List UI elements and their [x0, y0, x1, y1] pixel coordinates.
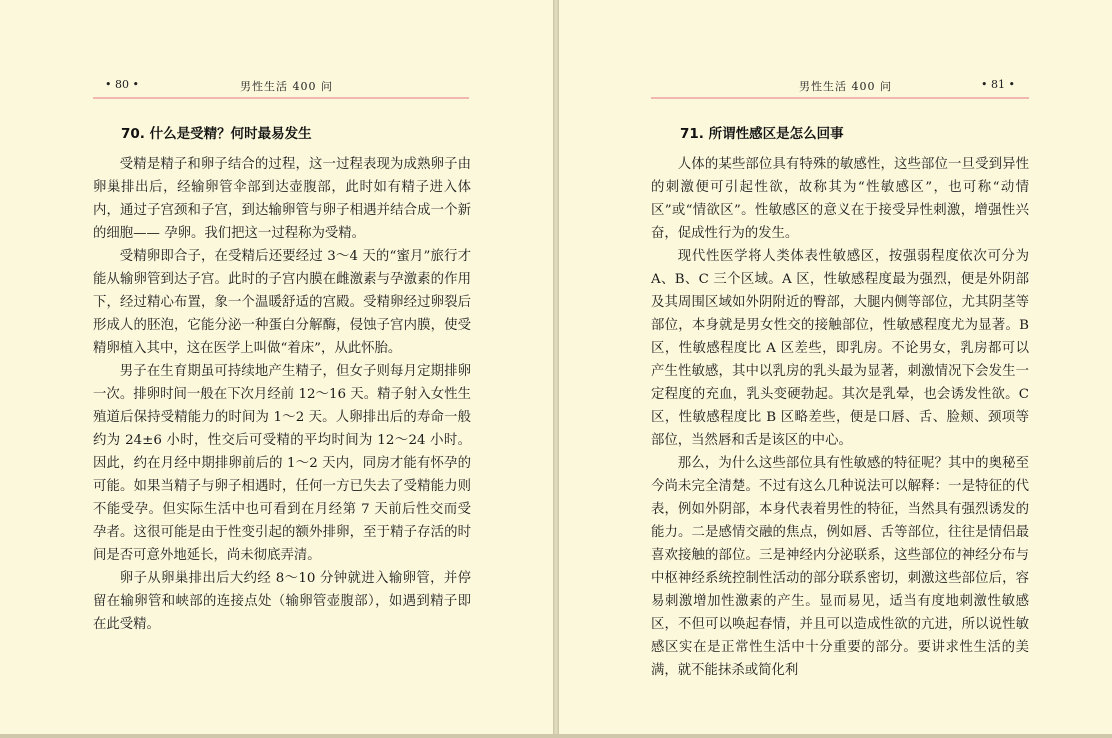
paragraph: 受精卵即合子，在受精后还要经过 3～4 天的“蜜月”旅行才能从输卵管到达子宫。此时的子宫内膜在雌激素与孕激素的作用下，经过精心布置，象一个温暖舒适的宫殿。受精卵经过卵裂后形成人的胚泡，它能分泌一种蛋白分解酶，侵蚀子宫内膜，使受精卵植入其中，这在医学上叫做“着床”，从此怀胎。	[93, 249, 471, 356]
right-page	[559, 0, 1112, 734]
paragraph: 那么，为什么这些部位具有性敏感的特征呢？其中的奥秘至今尚未完全清楚。不过有这么几种说法可以解释：一是特征的代表，例如外阴部，本身代表着男性的特征，当然具有强烈诱发的能力。二是感情交融的焦点，例如唇、舌等部位，往往是情侣最喜欢接触的部位。三是神经内分泌联系，这些部位的神经分布与中枢神经系统控制性活动的部分联系密切，刺激这些部位后，容易刺激增加性激素的产生。显而易见，适当有度地刺激性敏感区，不但可以唤起春情，并且可以造成性欲的亢进，所以说性敏感区实在是正常性生活中十分重要的部分。要讲求性生活的美满，就不能抹杀或简化利	[651, 456, 1029, 678]
paragraph: 现代性医学将人类体表性敏感区，按强弱程度依次可分为 A、B、C 三个区域。A 区，性敏感程度最为强烈，便是外阴部及其周围区域如外阴附近的臀部，大腿内侧等部位，尤其阴茎等部位，本身就是男女性交的接触部位，性敏感程度尤为显著。B 区，性敏感程度比 A 区差些，即乳房。不论男女，乳房都可以产生性敏感，其中以乳房的乳头最为显著，刺激情况下会发生一定程度的充血，乳头变硬勃起。其次是乳晕，也会诱发性欲。C 区，性敏感程度比 B 区略差些，便是口唇、舌、脸颊、颈项等部位，当然唇和舌是该区的中心。	[651, 249, 1029, 448]
paragraph: 人体的某些部位具有特殊的敏感性，这些部位一旦受到异性的刺激便可引起性欲，故称其为“性敏感区”，也可称“动情区”或“情欲区”。性敏感区的意义在于接受异性刺激，增强性兴奋，促成性行为的发生。	[651, 157, 1029, 241]
paragraph: 男子在生育期虽可持续地产生精子，但女子则每月定期排卵一次。排卵时间一般在下次月经前 12～16 天。精子射入女性生殖道后保持受精能力的时间为 1～2 天。人卵排出后的寿命一般约为 24±6 小时，性交后可受精的平均时间为 12～24 小时。因此，约在月经中期排卵前后的 1～2 天内，同房才能有怀孕的可能。如果当精子与卵子相遇时，任何一方已失去了受精能力则不能受孕。但实际生活中也可看到在月经第 7 天前后性交而受孕者。这很可能是由于性变引起的额外排卵，至于精子存活的时间是否可意外地延长，尚未彻底弄清。	[93, 364, 471, 563]
header-rule	[93, 97, 469, 99]
header-rule	[651, 97, 1029, 99]
page-number: • 80 •	[105, 78, 139, 91]
paragraph: 卵子从卵巢排出后大约经 8～10 分钟就进入输卵管，并停留在输卵管和峡部的连接点处（输卵管壶腹部），如遇到精子即在此受精。	[93, 571, 471, 632]
body-text	[651, 153, 1029, 682]
paragraph: 受精是精子和卵子结合的过程，这一过程表现为成熟卵子由卵巢排出后，经输卵管伞部到达壶腹部，此时如有精子进入体内，通过子宫颈和子宫，到达输卵管与卵子相遇并结合成一个新的细胞—— 孕卵。我们把这一过程称为受精。	[93, 157, 471, 241]
page-bottom-edge	[0, 734, 1112, 738]
page-number: • 81 •	[981, 78, 1015, 91]
running-title: 男性生活 400 问	[799, 80, 892, 93]
left-page-header	[93, 78, 469, 94]
running-title: 男性生活 400 问	[240, 80, 333, 93]
left-page	[0, 0, 553, 734]
right-page-header	[651, 78, 1029, 94]
section-title: 71. 所谓性感区是怎么回事	[680, 126, 844, 142]
section-title: 70. 什么是受精？何时最易发生	[121, 126, 312, 142]
body-text	[93, 153, 471, 636]
